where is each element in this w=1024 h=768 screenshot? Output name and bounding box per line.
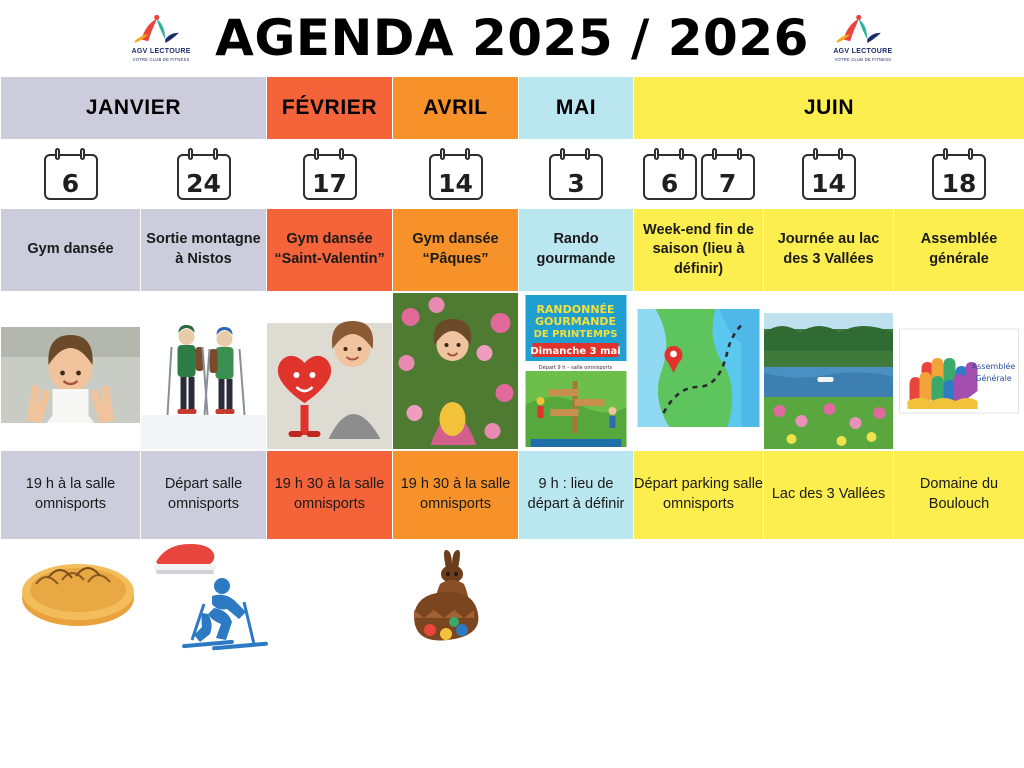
visuel-assemblee-generale xyxy=(894,293,1024,449)
svg-text:Départ 9 h – salle omnisports: Départ 9 h – salle omnisports xyxy=(538,365,613,371)
place-5: 9 h : lieu de départ à définir xyxy=(519,451,634,540)
event-title-3: Gym dansée “Saint-Valentin” xyxy=(267,209,393,292)
date-cell-2 xyxy=(141,140,267,209)
logo-right-name: AGV LECTOURE xyxy=(833,48,893,56)
event-title-6: Week-end fin de saison (lieu à définir) xyxy=(634,209,764,292)
logo-left-tagline: VOTRE CLUB DE FITNESS xyxy=(132,56,190,62)
image-cell-1 xyxy=(1,292,141,451)
place-row xyxy=(1,451,1024,540)
date-cell-3 xyxy=(267,140,393,209)
image-cell-4 xyxy=(393,292,519,451)
photo-oeuf-paques-jardin xyxy=(393,293,518,449)
date-cell-4 xyxy=(393,140,519,209)
calendar-icon xyxy=(802,148,856,200)
place-8: Domaine du Boulouch xyxy=(894,451,1024,540)
skieur-de-fond-icon xyxy=(182,574,270,657)
place-1: 19 h à la salle omnisports xyxy=(1,451,141,540)
svg-text:Dimanche 3 mai: Dimanche 3 mai xyxy=(530,346,621,357)
month-header-juin: JUIN xyxy=(634,77,1024,140)
date-cell-5 xyxy=(519,140,634,209)
page-header xyxy=(0,0,1024,76)
calendar-day-number: 6 xyxy=(61,168,80,198)
date-cell-6 xyxy=(634,140,764,209)
place-4: 19 h 30 à la salle omnisports xyxy=(393,451,519,540)
image-cell-2 xyxy=(141,292,267,451)
calendar-icon xyxy=(303,148,357,200)
calendar-icon xyxy=(177,148,231,200)
event-title-4: Gym dansée “Pâques” xyxy=(393,209,519,292)
calendar-day-number: 6 xyxy=(660,168,679,198)
photo-gym-dansee-femme xyxy=(1,293,140,449)
image-cell-8 xyxy=(894,292,1024,451)
svg-text:DE PRINTEMPS: DE PRINTEMPS xyxy=(533,329,618,340)
image-cell-7 xyxy=(764,292,894,451)
galette-des-rois-icon xyxy=(18,550,138,635)
calendar-day-number: 18 xyxy=(941,168,977,198)
image-row xyxy=(1,292,1024,451)
decorations xyxy=(0,540,1024,710)
month-header-mai: MAI xyxy=(519,77,634,140)
event-title-1: Gym dansée xyxy=(1,209,141,292)
calendar-day-number: 7 xyxy=(718,168,737,198)
lapin-chocolat-paques-icon xyxy=(390,550,520,649)
affiche-randonnee-gourmande-de-printemps xyxy=(519,293,633,449)
date-cell-1 xyxy=(1,140,141,209)
calendar-day-number: 14 xyxy=(811,168,846,198)
agenda-table xyxy=(0,76,1024,540)
month-header-fevrier: FÉVRIER xyxy=(267,77,393,140)
assembly-image-line1: Assemblée xyxy=(971,362,1016,371)
calendar-day-number: 14 xyxy=(438,168,473,198)
date-row xyxy=(1,140,1024,209)
logo-left xyxy=(113,10,209,66)
calendar-icon xyxy=(549,148,603,200)
calendar-icon xyxy=(932,148,986,200)
calendar-icon xyxy=(643,148,697,200)
place-2: Départ salle omnisports xyxy=(141,451,267,540)
carte-itineraire xyxy=(634,293,763,449)
event-title-2: Sortie montagne à Nistos xyxy=(141,209,267,292)
date-cell-7 xyxy=(764,140,894,209)
event-title-5: Rando gourmande xyxy=(519,209,634,292)
calendar-icon xyxy=(44,148,98,200)
calendar-icon xyxy=(429,148,483,200)
event-title-8: Assemblée générale xyxy=(894,209,1024,292)
month-header-row xyxy=(1,77,1024,140)
calendar-day-number: 24 xyxy=(186,168,221,198)
photo-coeur-saint-valentin xyxy=(267,293,392,449)
svg-text:RANDONNÉE: RANDONNÉE xyxy=(536,303,615,316)
date-cell-8 xyxy=(894,140,1024,209)
event-title-7: Journée au lac des 3 Vallées xyxy=(764,209,894,292)
calendar-icon xyxy=(701,148,755,200)
calendar-day-number: 17 xyxy=(312,168,347,198)
place-3: 19 h 30 à la salle omnisports xyxy=(267,451,393,540)
month-header-avril: AVRIL xyxy=(393,77,519,140)
assembly-image-line2: Générale xyxy=(975,374,1012,383)
photo-randonneurs-raquettes xyxy=(141,293,266,449)
logo-right-tagline: VOTRE CLUB DE FITNESS xyxy=(834,56,892,62)
logo-left-name: AGV LECTOURE xyxy=(131,48,191,56)
page-title: AGENDA 2025 / 2026 xyxy=(215,9,809,67)
image-cell-3 xyxy=(267,292,393,451)
place-6: Départ parking salle omnisports xyxy=(634,451,764,540)
photo-lac-3-vallees xyxy=(764,293,893,449)
month-header-janvier: JANVIER xyxy=(1,77,267,140)
image-cell-6 xyxy=(634,292,764,451)
event-row xyxy=(1,209,1024,292)
svg-text:GOURMANDE: GOURMANDE xyxy=(534,315,617,328)
logo-right xyxy=(815,10,911,66)
image-cell-5 xyxy=(519,292,634,451)
calendar-day-number: 3 xyxy=(567,168,585,198)
place-7: Lac des 3 Vallées xyxy=(764,451,894,540)
